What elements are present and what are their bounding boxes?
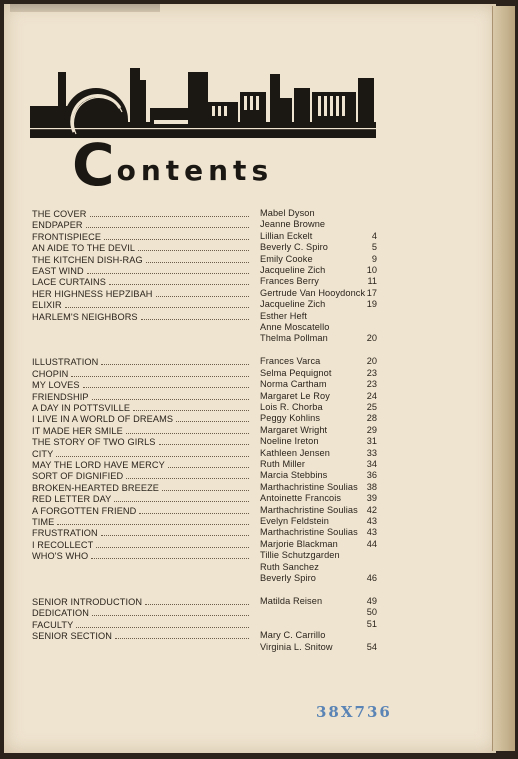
toc-row	[32, 254, 377, 265]
toc-row	[32, 379, 377, 390]
toc-title: A FORGOTTEN FRIEND	[32, 505, 137, 516]
toc-row	[32, 630, 377, 641]
toc-author: Tillie Schutzgarden	[260, 550, 340, 561]
toc-author: Marthachristine Soulias	[260, 527, 358, 538]
toc-page: 5	[371, 242, 377, 253]
leader-dots	[83, 379, 249, 388]
toc-page: 11	[367, 276, 377, 287]
toc-page: 17	[366, 287, 377, 298]
toc-title: CHOPIN	[32, 368, 69, 379]
toc-title: HER HIGHNESS HEPZIBAH	[32, 288, 153, 299]
leader-dots	[96, 539, 249, 548]
toc-page: 50	[366, 607, 377, 618]
toc-row	[32, 596, 377, 607]
toc-row	[32, 562, 377, 573]
leader-dots	[126, 470, 249, 479]
toc-page: 19	[366, 299, 377, 310]
toc-page: 43	[366, 527, 377, 538]
leader-dots	[86, 219, 249, 228]
toc-author: Marjorie Blackman	[260, 538, 338, 549]
toc-row	[32, 539, 377, 550]
toc-title: EAST WIND	[32, 265, 84, 276]
toc-row	[32, 482, 377, 493]
leader-dots	[57, 516, 249, 525]
toc-row	[32, 231, 377, 242]
toc-row	[32, 208, 377, 219]
toc-page: 36	[366, 470, 377, 481]
toc-title: WHO'S WHO	[32, 551, 89, 562]
toc-author: Lillian Eckelt	[260, 230, 313, 241]
toc-title: FRUSTRATION	[32, 528, 98, 539]
toc-author: Thelma Pollman	[260, 333, 328, 344]
toc-page: 29	[366, 424, 377, 435]
leader-dots	[139, 505, 249, 514]
toc-row	[32, 573, 377, 584]
toc-page: 4	[371, 230, 377, 241]
toc-author: Evelyn Feldstein	[260, 515, 330, 526]
toc-author: Ruth Sanchez	[260, 561, 319, 572]
leader-dots	[114, 493, 249, 502]
toc-title: ILLUSTRATION	[32, 357, 99, 368]
toc-row	[32, 425, 377, 436]
toc-page: 10	[366, 264, 377, 275]
toc-title: THE COVER	[32, 209, 87, 219]
toc-title: RED LETTER DAY	[32, 494, 112, 505]
toc-title: I RECOLLECT	[32, 539, 94, 550]
toc-page: 38	[366, 481, 377, 492]
page-title	[72, 124, 274, 199]
toc-title: BROKEN-HEARTED BREEZE	[32, 482, 160, 493]
toc-author: Marthachristine Soulias	[260, 504, 358, 515]
toc-author: Lois R. Chorba	[260, 402, 323, 413]
toc-row	[32, 299, 377, 310]
toc-title: SENIOR INTRODUCTION	[32, 597, 143, 608]
leader-dots	[92, 607, 249, 616]
leader-dots	[168, 459, 249, 468]
toc-page: 23	[366, 379, 377, 390]
toc-author: Esther Heft	[260, 310, 308, 321]
leader-dots	[90, 208, 250, 217]
toc-title: I LIVE IN A WORLD OF DREAMS	[32, 414, 174, 425]
toc-row	[32, 413, 377, 424]
title-rest: ontents	[116, 154, 274, 187]
toc-title: CITY	[32, 448, 54, 459]
table-of-contents	[32, 208, 377, 653]
toc-row	[32, 402, 377, 413]
toc-row	[32, 242, 377, 253]
toc-title: DEDICATION	[32, 608, 89, 619]
leader-dots	[101, 356, 249, 365]
leader-dots	[162, 482, 249, 491]
toc-page: 54	[366, 641, 377, 652]
torn-top-strip	[10, 4, 160, 12]
toc-author: Frances Berry	[260, 276, 319, 287]
leader-dots	[104, 231, 249, 240]
toc-author: Frances Varca	[260, 356, 321, 367]
leader-dots	[176, 413, 249, 422]
toc-author: Anne Moscatello	[260, 321, 330, 332]
leader-dots	[76, 619, 249, 628]
toc-page: 20	[366, 356, 377, 367]
toc-author: Selma Pequignot	[260, 367, 332, 378]
leader-dots	[126, 425, 249, 434]
toc-page: 20	[366, 333, 377, 344]
toc-page: 34	[366, 459, 377, 469]
toc-title: FACULTY	[32, 619, 74, 630]
toc-author: Norma Cartham	[260, 379, 327, 390]
toc-author: Emily Cooke	[260, 253, 313, 264]
toc-row	[32, 619, 377, 630]
toc-title: HARLEM'S NEIGHBORS	[32, 311, 138, 322]
toc-page: 28	[366, 413, 377, 424]
toc-title: ELIXIR	[32, 300, 62, 311]
toc-title: THE STORY OF TWO GIRLS	[32, 437, 156, 448]
toc-row	[32, 276, 377, 287]
toc-page: 44	[366, 538, 377, 549]
toc-row	[32, 550, 377, 561]
toc-row	[32, 607, 377, 618]
toc-author: Mabel Dyson	[260, 208, 315, 218]
toc-author: Kathleen Jensen	[260, 447, 330, 458]
toc-row	[32, 311, 377, 322]
leader-dots	[133, 402, 249, 411]
toc-title: MAY THE LORD HAVE MERCY	[32, 460, 165, 470]
toc-page: 24	[366, 390, 377, 401]
toc-row	[32, 493, 377, 504]
toc-author: Jacqueline Zich	[260, 299, 326, 310]
toc-row	[32, 436, 377, 447]
toc-page: 23	[366, 367, 377, 378]
leader-dots	[145, 596, 249, 605]
leader-dots	[92, 391, 249, 400]
toc-author: Noeline Ireton	[260, 436, 319, 447]
leader-dots	[138, 242, 249, 251]
toc-row	[32, 368, 377, 379]
toc-author: Antoinette Francois	[260, 493, 342, 504]
toc-title: ENDPAPER	[32, 220, 83, 231]
toc-author: Ruth Miller	[260, 459, 306, 469]
toc-title: SENIOR SECTION	[32, 631, 113, 642]
page-edge	[492, 6, 515, 751]
toc-title: AN AIDE TO THE DEVIL	[32, 243, 136, 254]
toc-row	[32, 288, 377, 299]
toc-row	[32, 470, 377, 481]
leader-dots	[109, 276, 249, 285]
toc-row	[32, 391, 377, 402]
toc-page: 9	[371, 253, 377, 264]
toc-row	[32, 527, 377, 538]
toc-author: Beverly C. Spiro	[260, 242, 328, 253]
toc-title: TIME	[32, 516, 55, 527]
toc-page: 25	[366, 402, 377, 413]
toc-author: Peggy Kohlins	[260, 413, 321, 424]
leader-dots	[87, 265, 249, 274]
toc-row	[32, 448, 377, 459]
toc-title: LACE CURTAINS	[32, 277, 106, 288]
toc-page: 49	[366, 596, 377, 607]
toc-row	[32, 333, 377, 344]
toc-title: FRIENDSHIP	[32, 391, 89, 402]
toc-page: 33	[366, 447, 377, 458]
toc-title: THE KITCHEN DISH-RAG	[32, 254, 143, 265]
title-initial: C	[72, 131, 115, 199]
toc-row	[32, 322, 377, 333]
toc-title: MY LOVES	[32, 380, 80, 391]
leader-dots	[101, 527, 249, 536]
toc-page: 46	[366, 572, 377, 583]
leader-dots	[141, 311, 249, 320]
toc-row	[32, 265, 377, 276]
toc-row	[32, 219, 377, 230]
toc-row	[32, 516, 377, 527]
toc-page: 51	[366, 618, 377, 629]
toc-author: Gertrude Van Hooydonck	[260, 287, 366, 298]
leader-dots	[71, 368, 249, 377]
toc-author: Beverly Spiro	[260, 572, 316, 583]
toc-author: Marthachristine Soulias	[260, 481, 358, 492]
toc-page: 31	[366, 436, 377, 447]
leader-dots	[115, 630, 249, 639]
toc-row	[32, 356, 377, 367]
leader-dots	[65, 299, 249, 308]
toc-title: IT MADE HER SMILE	[32, 425, 123, 436]
toc-author: Jeanne Browne	[260, 219, 326, 230]
toc-row	[32, 505, 377, 516]
toc-author: Marcia Stebbins	[260, 470, 328, 481]
toc-author: Virginia L. Snitow	[260, 641, 333, 652]
toc-author: Jacqueline Zich	[260, 264, 326, 275]
toc-title: FRONTISPIECE	[32, 231, 102, 242]
toc-page: 42	[366, 504, 377, 515]
toc-row	[32, 459, 377, 470]
toc-page: 39	[366, 493, 377, 504]
leader-dots	[91, 550, 249, 559]
leader-dots	[156, 288, 249, 297]
leader-dots	[56, 448, 249, 457]
leader-dots	[146, 254, 249, 263]
leader-dots	[159, 436, 249, 445]
toc-author: Mary C. Carrillo	[260, 630, 326, 641]
library-stamp: 38X736	[316, 703, 392, 721]
toc-author: Matilda Reisen	[260, 596, 323, 607]
toc-page: 43	[366, 515, 377, 526]
toc-author: Margaret Le Roy	[260, 390, 330, 401]
toc-author: Margaret Wright	[260, 424, 328, 435]
toc-title: SORT OF DIGNIFIED	[32, 471, 124, 482]
toc-title: A DAY IN POTTSVILLE	[32, 403, 131, 414]
toc-row	[32, 642, 377, 653]
